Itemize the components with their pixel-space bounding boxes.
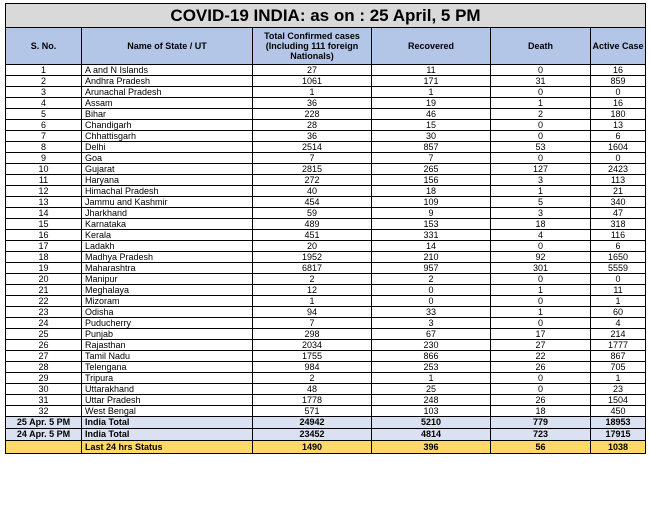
cell-confirmed: 59 <box>253 208 372 219</box>
cell-recovered: 1 <box>372 87 491 98</box>
cell-sno: 6 <box>6 120 82 131</box>
last24-death: 56 <box>491 441 591 454</box>
cell-confirmed: 2 <box>253 274 372 285</box>
total-row <box>6 429 646 441</box>
cell-state: Maharashtra <box>82 263 253 274</box>
table-row <box>6 98 646 109</box>
total-label: India Total <box>82 429 253 441</box>
cell-confirmed: 20 <box>253 241 372 252</box>
cell-recovered: 153 <box>372 219 491 230</box>
cell-sno: 11 <box>6 175 82 186</box>
table-row <box>6 87 646 98</box>
cell-state: Meghalaya <box>82 285 253 296</box>
cell-confirmed: 2034 <box>253 340 372 351</box>
total-recovered: 4814 <box>372 429 491 441</box>
cell-active: 1 <box>591 296 646 307</box>
cell-recovered: 957 <box>372 263 491 274</box>
cell-confirmed: 12 <box>253 285 372 296</box>
cell-sno: 25 <box>6 329 82 340</box>
cell-sno: 19 <box>6 263 82 274</box>
cell-recovered: 248 <box>372 395 491 406</box>
cell-recovered: 0 <box>372 285 491 296</box>
cell-sno: 7 <box>6 131 82 142</box>
cell-sno: 32 <box>6 406 82 417</box>
cell-confirmed: 28 <box>253 120 372 131</box>
cell-death: 0 <box>491 241 591 252</box>
cell-state: Chhattisgarh <box>82 131 253 142</box>
cell-sno: 30 <box>6 384 82 395</box>
cell-active: 1604 <box>591 142 646 153</box>
cell-sno: 2 <box>6 76 82 87</box>
cell-state: Rajasthan <box>82 340 253 351</box>
cell-recovered: 0 <box>372 296 491 307</box>
cell-sno: 12 <box>6 186 82 197</box>
cell-active: 214 <box>591 329 646 340</box>
table-row <box>6 76 646 87</box>
cell-sno: 16 <box>6 230 82 241</box>
table-row <box>6 186 646 197</box>
cell-recovered: 230 <box>372 340 491 351</box>
table-row <box>6 219 646 230</box>
cell-confirmed: 228 <box>253 109 372 120</box>
cell-sno: 27 <box>6 351 82 362</box>
cell-death: 5 <box>491 197 591 208</box>
cell-state: Punjab <box>82 329 253 340</box>
table-row <box>6 65 646 76</box>
cell-state: Delhi <box>82 142 253 153</box>
cell-sno: 13 <box>6 197 82 208</box>
cell-death: 26 <box>491 362 591 373</box>
cell-recovered: 156 <box>372 175 491 186</box>
cell-sno: 29 <box>6 373 82 384</box>
cell-confirmed: 94 <box>253 307 372 318</box>
cell-sno: 18 <box>6 252 82 263</box>
cell-confirmed: 36 <box>253 131 372 142</box>
cell-sno: 5 <box>6 109 82 120</box>
table-row <box>6 296 646 307</box>
total-active: 18953 <box>591 417 646 429</box>
cell-active: 2423 <box>591 164 646 175</box>
header-confirmed: Total Confirmed cases (Including 111 foreign Nationals) <box>253 28 372 65</box>
cell-state: Andhra Pradesh <box>82 76 253 87</box>
cell-active: 6 <box>591 131 646 142</box>
cell-sno: 3 <box>6 87 82 98</box>
cell-recovered: 171 <box>372 76 491 87</box>
cell-sno: 20 <box>6 274 82 285</box>
cell-sno: 14 <box>6 208 82 219</box>
cell-state: West Bengal <box>82 406 253 417</box>
cell-death: 0 <box>491 120 591 131</box>
cell-state: Arunachal Pradesh <box>82 87 253 98</box>
cell-active: 450 <box>591 406 646 417</box>
last24-confirmed: 1490 <box>253 441 372 454</box>
table-row <box>6 285 646 296</box>
cell-confirmed: 2815 <box>253 164 372 175</box>
cell-confirmed: 7 <box>253 153 372 164</box>
cell-state: Bihar <box>82 109 253 120</box>
cell-recovered: 33 <box>372 307 491 318</box>
cell-recovered: 11 <box>372 65 491 76</box>
cell-active: 21 <box>591 186 646 197</box>
cell-death: 0 <box>491 65 591 76</box>
cell-confirmed: 2514 <box>253 142 372 153</box>
cell-recovered: 30 <box>372 131 491 142</box>
cell-sno: 15 <box>6 219 82 230</box>
cell-sno: 10 <box>6 164 82 175</box>
cell-confirmed: 984 <box>253 362 372 373</box>
table-row <box>6 153 646 164</box>
cell-recovered: 19 <box>372 98 491 109</box>
table-row <box>6 142 646 153</box>
table-row <box>6 274 646 285</box>
table-row <box>6 175 646 186</box>
table-row <box>6 109 646 120</box>
cell-state: Uttarakhand <box>82 384 253 395</box>
cell-state: Ladakh <box>82 241 253 252</box>
cell-confirmed: 2 <box>253 373 372 384</box>
cell-state: Mizoram <box>82 296 253 307</box>
last24-active: 1038 <box>591 441 646 454</box>
last24-recovered: 396 <box>372 441 491 454</box>
cell-confirmed: 40 <box>253 186 372 197</box>
cell-recovered: 67 <box>372 329 491 340</box>
cell-death: 1 <box>491 285 591 296</box>
table-row <box>6 351 646 362</box>
cell-death: 17 <box>491 329 591 340</box>
cell-confirmed: 451 <box>253 230 372 241</box>
cell-recovered: 7 <box>372 153 491 164</box>
cell-confirmed: 1755 <box>253 351 372 362</box>
cell-active: 1504 <box>591 395 646 406</box>
cell-state: Haryana <box>82 175 253 186</box>
cell-state: Jammu and Kashmir <box>82 197 253 208</box>
total-confirmed: 23452 <box>253 429 372 441</box>
cell-death: 0 <box>491 373 591 384</box>
cell-confirmed: 571 <box>253 406 372 417</box>
cell-sno: 4 <box>6 98 82 109</box>
cell-confirmed: 1 <box>253 296 372 307</box>
total-confirmed: 24942 <box>253 417 372 429</box>
cell-death: 1 <box>491 307 591 318</box>
cell-confirmed: 272 <box>253 175 372 186</box>
cell-active: 867 <box>591 351 646 362</box>
cell-sno: 28 <box>6 362 82 373</box>
cell-recovered: 331 <box>372 230 491 241</box>
cell-confirmed: 27 <box>253 65 372 76</box>
cell-active: 60 <box>591 307 646 318</box>
cell-confirmed: 1061 <box>253 76 372 87</box>
cell-death: 0 <box>491 153 591 164</box>
cell-state: Assam <box>82 98 253 109</box>
last24-label: Last 24 hrs Status <box>82 441 253 454</box>
cell-recovered: 14 <box>372 241 491 252</box>
cell-death: 0 <box>491 274 591 285</box>
cell-sno: 9 <box>6 153 82 164</box>
cell-sno: 1 <box>6 65 82 76</box>
covid-table <box>5 3 646 454</box>
cell-active: 180 <box>591 109 646 120</box>
cell-active: 23 <box>591 384 646 395</box>
cell-sno: 31 <box>6 395 82 406</box>
cell-recovered: 9 <box>372 208 491 219</box>
total-date: 25 Apr. 5 PM <box>6 417 82 429</box>
cell-recovered: 109 <box>372 197 491 208</box>
cell-state: Goa <box>82 153 253 164</box>
header-death: Death <box>491 28 591 65</box>
table-row <box>6 373 646 384</box>
cell-active: 1777 <box>591 340 646 351</box>
cell-recovered: 2 <box>372 274 491 285</box>
cell-state: Tripura <box>82 373 253 384</box>
cell-death: 31 <box>491 76 591 87</box>
cell-confirmed: 1778 <box>253 395 372 406</box>
table-row <box>6 340 646 351</box>
header-recovered: Recovered <box>372 28 491 65</box>
cell-state: Gujarat <box>82 164 253 175</box>
cell-confirmed: 48 <box>253 384 372 395</box>
cell-death: 53 <box>491 142 591 153</box>
cell-death: 18 <box>491 219 591 230</box>
table-row <box>6 406 646 417</box>
total-death: 779 <box>491 417 591 429</box>
cell-death: 92 <box>491 252 591 263</box>
table-row <box>6 252 646 263</box>
cell-active: 13 <box>591 120 646 131</box>
table-row <box>6 263 646 274</box>
cell-active: 11 <box>591 285 646 296</box>
table-row <box>6 131 646 142</box>
cell-active: 1650 <box>591 252 646 263</box>
table-row <box>6 395 646 406</box>
cell-death: 3 <box>491 208 591 219</box>
cell-recovered: 46 <box>372 109 491 120</box>
cell-active: 0 <box>591 153 646 164</box>
cell-state: Karnataka <box>82 219 253 230</box>
cell-recovered: 1 <box>372 373 491 384</box>
cell-recovered: 25 <box>372 384 491 395</box>
cell-death: 1 <box>491 98 591 109</box>
cell-recovered: 3 <box>372 318 491 329</box>
cell-active: 16 <box>591 65 646 76</box>
covid-table-sheet <box>5 3 645 454</box>
table-row <box>6 329 646 340</box>
cell-confirmed: 6817 <box>253 263 372 274</box>
cell-death: 2 <box>491 109 591 120</box>
cell-death: 0 <box>491 296 591 307</box>
cell-death: 1 <box>491 186 591 197</box>
last24-row <box>6 441 646 454</box>
cell-state: Telengana <box>82 362 253 373</box>
total-recovered: 5210 <box>372 417 491 429</box>
cell-death: 27 <box>491 340 591 351</box>
cell-active: 859 <box>591 76 646 87</box>
cell-state: Puducherry <box>82 318 253 329</box>
cell-state: Chandigarh <box>82 120 253 131</box>
total-row <box>6 417 646 429</box>
cell-confirmed: 489 <box>253 219 372 230</box>
cell-confirmed: 454 <box>253 197 372 208</box>
cell-state: Madhya Pradesh <box>82 252 253 263</box>
cell-death: 3 <box>491 175 591 186</box>
table-row <box>6 230 646 241</box>
cell-sno: 8 <box>6 142 82 153</box>
header-active: Active Case <box>591 28 646 65</box>
table-row <box>6 164 646 175</box>
cell-sno: 21 <box>6 285 82 296</box>
cell-recovered: 15 <box>372 120 491 131</box>
cell-recovered: 18 <box>372 186 491 197</box>
cell-confirmed: 36 <box>253 98 372 109</box>
last24-blank <box>6 441 82 454</box>
cell-active: 113 <box>591 175 646 186</box>
cell-active: 0 <box>591 274 646 285</box>
cell-death: 22 <box>491 351 591 362</box>
cell-death: 0 <box>491 87 591 98</box>
cell-active: 5559 <box>591 263 646 274</box>
total-label: India Total <box>82 417 253 429</box>
cell-state: Kerala <box>82 230 253 241</box>
cell-sno: 26 <box>6 340 82 351</box>
cell-recovered: 210 <box>372 252 491 263</box>
cell-state: Odisha <box>82 307 253 318</box>
table-title: COVID-19 INDIA: as on : 25 April, 5 PM <box>6 4 646 28</box>
cell-recovered: 103 <box>372 406 491 417</box>
table-row <box>6 197 646 208</box>
cell-death: 0 <box>491 318 591 329</box>
total-active: 17915 <box>591 429 646 441</box>
cell-state: Himachal Pradesh <box>82 186 253 197</box>
cell-active: 6 <box>591 241 646 252</box>
cell-state: A and N Islands <box>82 65 253 76</box>
cell-active: 340 <box>591 197 646 208</box>
cell-active: 16 <box>591 98 646 109</box>
total-death: 723 <box>491 429 591 441</box>
table-row <box>6 318 646 329</box>
cell-death: 26 <box>491 395 591 406</box>
cell-state: Jharkhand <box>82 208 253 219</box>
table-row <box>6 362 646 373</box>
cell-recovered: 253 <box>372 362 491 373</box>
cell-active: 116 <box>591 230 646 241</box>
cell-active: 318 <box>591 219 646 230</box>
cell-death: 127 <box>491 164 591 175</box>
cell-state: Manipur <box>82 274 253 285</box>
cell-confirmed: 298 <box>253 329 372 340</box>
total-date: 24 Apr. 5 PM <box>6 429 82 441</box>
cell-state: Tamil Nadu <box>82 351 253 362</box>
cell-confirmed: 7 <box>253 318 372 329</box>
table-row <box>6 307 646 318</box>
table-row <box>6 208 646 219</box>
table-row <box>6 120 646 131</box>
cell-active: 47 <box>591 208 646 219</box>
cell-sno: 17 <box>6 241 82 252</box>
cell-death: 0 <box>491 131 591 142</box>
cell-active: 705 <box>591 362 646 373</box>
cell-active: 0 <box>591 87 646 98</box>
cell-confirmed: 1952 <box>253 252 372 263</box>
header-sno: S. No. <box>6 28 82 65</box>
cell-active: 1 <box>591 373 646 384</box>
cell-sno: 23 <box>6 307 82 318</box>
cell-sno: 22 <box>6 296 82 307</box>
cell-active: 4 <box>591 318 646 329</box>
cell-confirmed: 1 <box>253 87 372 98</box>
cell-death: 4 <box>491 230 591 241</box>
cell-death: 0 <box>491 384 591 395</box>
cell-recovered: 265 <box>372 164 491 175</box>
header-state: Name of State / UT <box>82 28 253 65</box>
cell-state: Uttar Pradesh <box>82 395 253 406</box>
cell-sno: 24 <box>6 318 82 329</box>
cell-recovered: 866 <box>372 351 491 362</box>
cell-recovered: 857 <box>372 142 491 153</box>
cell-death: 301 <box>491 263 591 274</box>
cell-death: 18 <box>491 406 591 417</box>
table-row <box>6 241 646 252</box>
table-row <box>6 384 646 395</box>
